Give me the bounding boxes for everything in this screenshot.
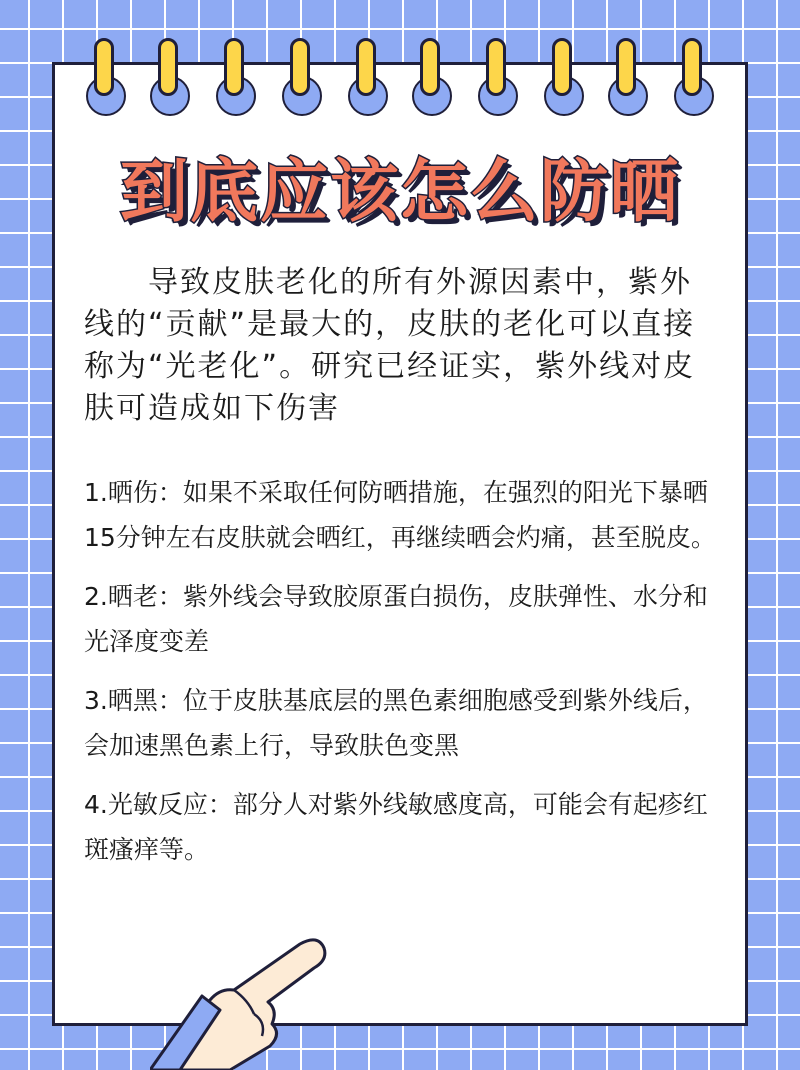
intro-paragraph: [84, 262, 720, 430]
binder-rings: [0, 0, 800, 130]
binder-ring-icon: [478, 38, 518, 116]
binder-ring-icon: [544, 38, 584, 116]
binder-ring-icon: [412, 38, 452, 116]
intro-text: 导致皮肤老化的所有外源因素中，紫外线的“贡献”是最大的，皮肤的老化可以直接称为“光老化”。研究已经证实，紫外线对皮肤可造成如下伤害: [84, 265, 696, 426]
list-item: 1.晒伤：如果不采取任何防晒措施，在强烈的阳光下暴晒15分钟左右皮肤就会晒红，再继续晒会灼痛，甚至脱皮。: [84, 478, 716, 552]
binder-ring-icon: [86, 38, 126, 116]
page-title: 到底应该怎么防晒: [119, 153, 680, 232]
binder-ring-icon: [216, 38, 256, 116]
binder-ring-icon: [150, 38, 190, 116]
binder-ring-icon: [282, 38, 322, 116]
damage-list: [84, 470, 724, 886]
list-item: 2.晒老：紫外线会导致胶原蛋白损伤，皮肤弹性、水分和光泽度变差: [84, 582, 708, 656]
binder-ring-icon: [608, 38, 648, 116]
binder-ring-icon: [348, 38, 388, 116]
pointing-hand-icon: [150, 930, 340, 1070]
list-item: 3.晒黑：位于皮肤基底层的黑色素细胞感受到紫外线后，会加速黑色素上行，导致肤色变黑: [84, 686, 708, 760]
binder-ring-icon: [674, 38, 714, 116]
list-item: 4.光敏反应：部分人对紫外线敏感度高，可能会有起疹红斑瘙痒等。: [84, 790, 708, 864]
